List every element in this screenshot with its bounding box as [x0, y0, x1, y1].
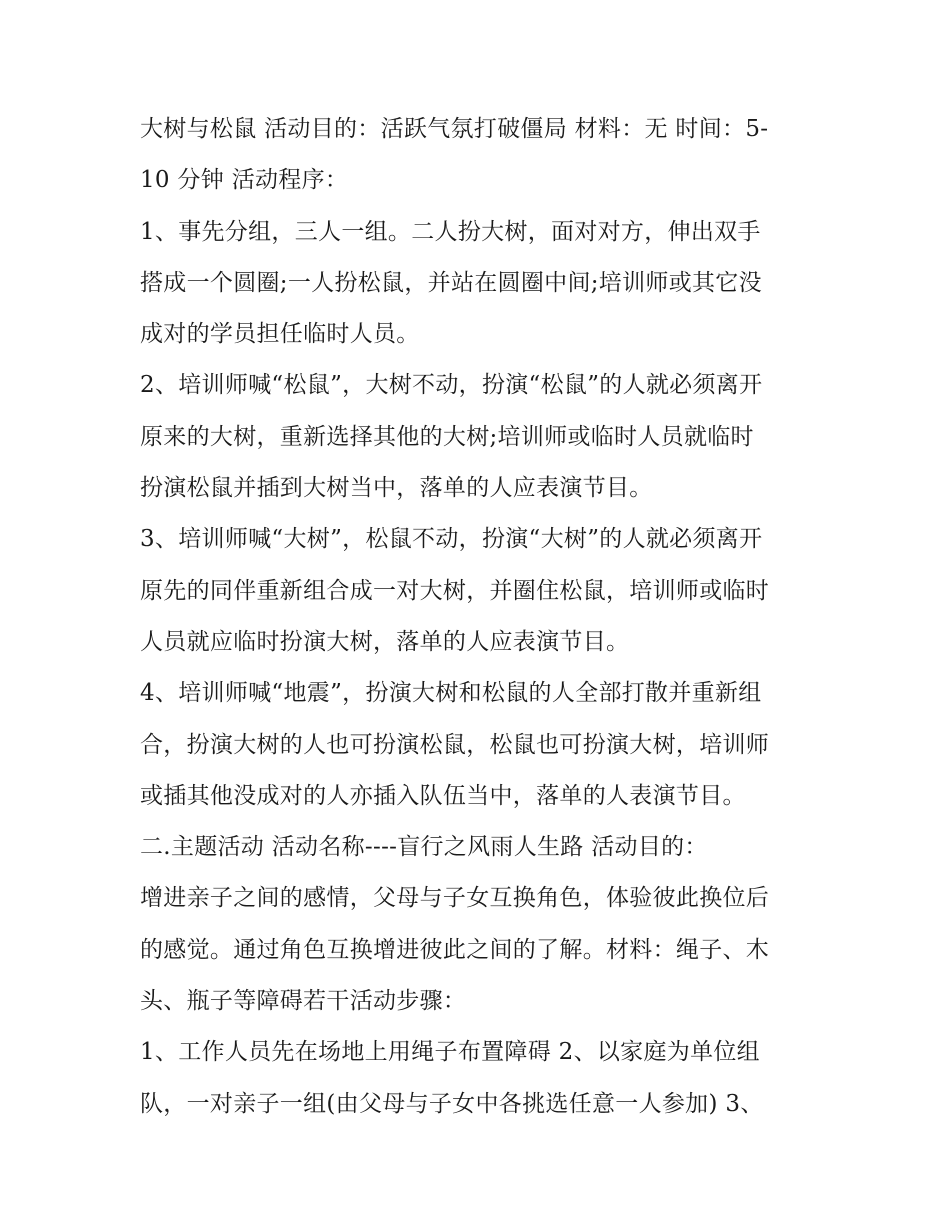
document-body — [140, 104, 820, 1130]
text-line: 10 分钟 活动程序： — [140, 167, 349, 194]
text-line: 1、工作人员先在场地上用绳子布置障碍 2、以家庭为单位组 — [140, 1039, 760, 1066]
text-line: 原先的同伴重新组合成一对大树，并圈住松鼠，培训师或临时 — [140, 577, 770, 604]
text-line: 4、培训师喊“地震”，扮演大树和松鼠的人全部打散并重新组 — [140, 680, 762, 707]
text-line: 合，扮演大树的人也可扮演松鼠，松鼠也可扮演大树，培训师 — [140, 731, 770, 758]
text-line: 头、瓶子等障碍若干活动步骤： — [140, 988, 467, 1015]
text-line: 的感觉。通过角色互换增进彼此之间的了解。材料：绳子、木 — [140, 936, 770, 963]
text-line: 大树与松鼠 活动目的：活跃气氛打破僵局 材料：无 时间：5- — [140, 116, 769, 142]
text-line: 1、事先分组，三人一组。二人扮大树，面对对方，伸出双手 — [140, 218, 761, 245]
text-line: 3、培训师喊“大树”，松鼠不动，扮演“大树”的人就必须离开 — [140, 526, 763, 553]
text-line: 队，一对亲子一组(由父母与子女中各挑选任意一人参加) 3、 — [140, 1090, 764, 1117]
text-line: 搭成一个圆圈;一人扮松鼠，并站在圆圈中间;培训师或其它没 — [140, 269, 762, 296]
text-line: 2、培训师喊“松鼠”，大树不动，扮演“松鼠”的人就必须离开 — [140, 372, 763, 399]
text-line: 扮演松鼠并插到大树当中，落单的人应表演节目。 — [140, 475, 653, 502]
text-line: 成对的学员担任临时人员。 — [140, 321, 420, 348]
text-line: 或插其他没成对的人亦插入队伍当中，落单的人表演节目。 — [140, 782, 746, 809]
text-line: 增进亲子之间的感情，父母与子女互换角色，体验彼此换位后 — [140, 885, 770, 912]
text-line: 人员就应临时扮演大树，落单的人应表演节目。 — [140, 628, 630, 655]
text-line: 二.主题活动 活动名称----盲行之风雨人生路 活动目的： — [140, 834, 708, 861]
text-line: 原来的大树，重新选择其他的大树;培训师或临时人员就临时 — [140, 423, 754, 450]
